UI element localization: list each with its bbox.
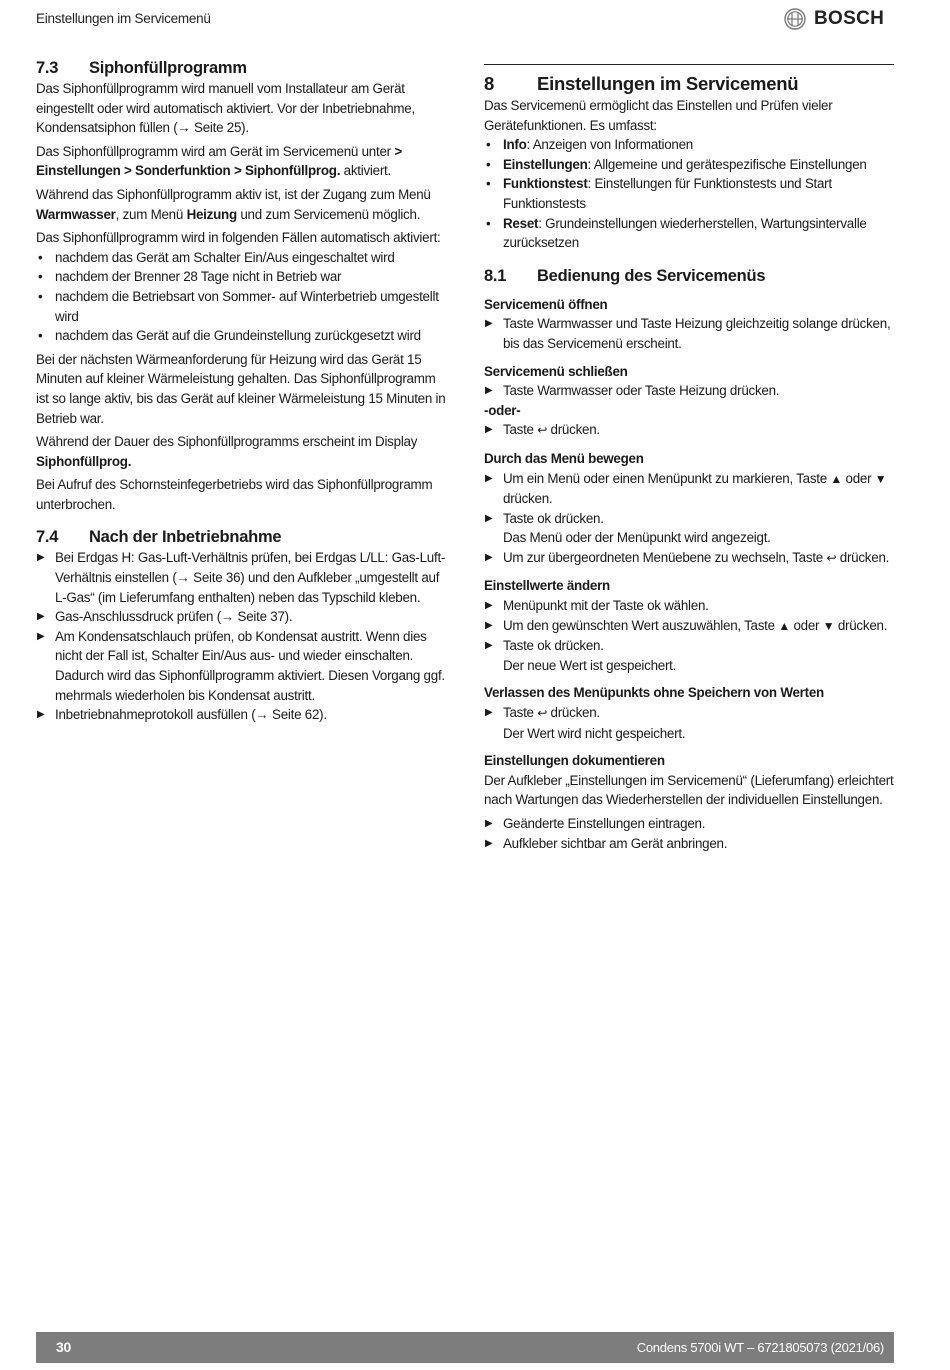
step-list [484, 814, 896, 853]
bullet-icon: • [38, 328, 43, 344]
step-list [484, 596, 896, 675]
subheading: Servicemenü schließen [484, 363, 628, 379]
list-item: ▶ Taste ↩ drücken. [484, 420, 896, 441]
down-key-icon: ▼ [822, 618, 835, 633]
step-arrow-icon: ▶ [485, 707, 493, 719]
step-arrow-icon: ▶ [485, 600, 493, 612]
step-arrow-icon: ▶ [485, 551, 493, 563]
paragraph: Das Siphonfüllprogramm wird manuell vom Installateur am Gerät eingestellt oder wird automatisch aktiviert. Vor der Inbetriebnahme, Kondensatsiphon füllen (→ Seite 25). [36, 81, 415, 136]
paragraph: Bei der nächsten Wärmeanforderung für Heizung wird das Gerät 15 Minuten auf kleiner Wärmeleistung gehalten. Das Siphonfüllprogramm ist so lange aktiv, bis das Gerät auf kleiner Wärmeleistung 15 Minuten in Betrieb war. [36, 351, 446, 426]
list-item: ▶ Um den gewünschten Wert auszuwählen, Taste ▲ oder ▼ drücken. [484, 616, 896, 637]
step-arrow-icon: ▶ [485, 818, 493, 829]
list-item: • nachdem der Brenner 28 Tage nicht in Betrieb war [36, 267, 448, 287]
step-arrow-icon: ▶ [485, 472, 493, 484]
list-item: ▶ Gas-Anschlussdruck prüfen (→ Seite 37). [36, 607, 448, 627]
step-list [484, 703, 896, 743]
page-number: 30 [56, 1339, 72, 1355]
section-number: 7.4 [36, 528, 59, 547]
section-number: 7.3 [36, 59, 59, 77]
section-title: Siphonfüllprogramm [89, 59, 247, 77]
bullet-icon: • [486, 215, 491, 231]
paragraph: Während das Siphonfüllprogramm aktiv ist, ist der Zugang zum Menü Warmwasser, zum Menü Heizung und zum Servicemenü möglich. [36, 186, 431, 222]
right-column [484, 72, 896, 853]
section-number: 8.1 [484, 266, 507, 285]
step-arrow-icon: ▶ [37, 552, 45, 564]
subheading: Einstellungen dokumentieren [484, 753, 665, 769]
section-title: Bedienung des Servicemenüs [537, 266, 766, 285]
list-item: • Info: Anzeigen von Informationen [484, 135, 896, 155]
step-result: Das Menü oder der Menüpunkt wird angezeigt. [503, 530, 771, 546]
step-arrow-icon: ▶ [485, 318, 493, 330]
subheading: Servicemenü öffnen [484, 296, 608, 312]
brand-name: BOSCH [814, 8, 885, 29]
paragraph: Das Siphonfüllprogramm wird am Gerät im Servicemenü unter > Einstellungen > Sonderfunktion > Siphonfüllprog. aktiviert. [36, 143, 402, 179]
paragraph: Bei Aufruf des Schornsteinfegerbetriebs wird das Siphonfüllprogramm unterbrochen. [36, 477, 433, 512]
back-key-icon: ↩ [826, 550, 837, 565]
list-item: • nachdem die Betriebsart von Sommer- auf Winterbetrieb umgestellt wird [38, 288, 439, 324]
list-item: ▶ Geänderte Einstellungen eintragen. [484, 814, 896, 834]
list-item: ▶ Taste ok drücken. Das Menü oder der Menüpunkt wird angezeigt. [484, 509, 896, 548]
list-item: ▶ Taste Warmwasser und Taste Heizung gleichzeitig solange drücken, bis das Servicemenü erscheint. [485, 316, 891, 351]
bullet-icon: • [486, 156, 491, 172]
section-heading-8-1 [484, 265, 896, 287]
subheading: Durch das Menü bewegen [484, 450, 644, 466]
chapter-heading-8 [484, 72, 896, 96]
list-item: ▶ Um ein Menü oder einen Menüpunkt zu markieren, Taste ▲ oder ▼ drücken. [485, 470, 887, 507]
list-item: ▶ Bei Erdgas H: Gas-Luft-Verhältnis prüfen, bei Erdgas L/LL: Gas-Luft-Verhältnis einstellen (→ Seite 36) und den Aufkleber „umgestellt auf L-Gas“ (im Lieferumfang enthalten) neben das Typschild kleben. [37, 550, 446, 605]
paragraph: Während der Dauer des Siphonfüllprogramms erscheint im Display Siphonfüllprog. [36, 434, 418, 469]
list-item: • nachdem das Gerät auf die Grundeinstellung zurückgesetzt wird [36, 326, 448, 346]
or-separator: -oder- [484, 402, 521, 418]
step-arrow-icon: ▶ [37, 630, 45, 642]
list-item: ▶ Taste Warmwasser oder Taste Heizung drücken. [484, 381, 896, 401]
list-item: ▶ Am Kondensatschlauch prüfen, ob Kondensat austritt. Wenn dies nicht der Fall ist, Schalter Ein/Aus aus- und wieder einschalten. Dadurch wird das Siphonfüllprogramm aktiviert. Diesen Vorgang ggf. mehrmals wiederholen bis Kondensat austritt. [37, 628, 445, 703]
section-title: Nach der Inbetriebnahme [89, 528, 282, 547]
list-item: ▶ Menüpunkt mit der Taste ok wählen. [484, 596, 896, 616]
up-key-icon: ▲ [830, 471, 843, 486]
list-item: ▶ Inbetriebnahmeprotokoll ausfüllen (→ Seite 62). [36, 705, 448, 725]
step-arrow-icon: ▶ [485, 512, 493, 524]
step-list [484, 469, 896, 569]
bullet-icon: • [38, 288, 43, 304]
step-arrow-icon: ▶ [485, 640, 493, 652]
subheading: Verlassen des Menüpunkts ohne Speichern von Werten [484, 685, 824, 701]
bullet-icon: • [38, 269, 43, 285]
step-list [484, 381, 896, 401]
section-title: Einstellungen im Servicemenü [537, 73, 799, 94]
bosch-armature-icon [784, 8, 806, 30]
back-key-icon: ↩ [537, 423, 548, 438]
brand-logo [784, 7, 884, 31]
page-footer [36, 1332, 894, 1363]
step-arrow-icon: ▶ [485, 424, 493, 436]
step-arrow-icon: ▶ [37, 709, 45, 721]
subheading: Einstellwerte ändern [484, 578, 610, 594]
step-arrow-icon: ▶ [485, 619, 493, 631]
list-item: • Reset: Grundeinstellungen wiederherstellen, Wartungsintervalle zurücksetzen [486, 215, 867, 251]
left-column [36, 57, 448, 725]
down-key-icon: ▼ [874, 471, 887, 486]
bullet-icon: • [486, 176, 491, 192]
paragraph: Das Siphonfüllprogramm wird in folgenden Fällen automatisch aktiviert: [36, 230, 441, 246]
section-heading-7-4 [36, 526, 448, 548]
running-header: Einstellungen im Servicemenü [36, 11, 211, 26]
list-item: ▶ Taste ok drücken. Der neue Wert ist gespeichert. [484, 636, 896, 675]
section-number: 8 [484, 73, 495, 94]
up-key-icon: ▲ [778, 618, 790, 633]
bullet-list [484, 135, 896, 253]
list-item: ▶ Taste ↩ drücken. Der Wert wird nicht gespeichert. [484, 703, 896, 743]
step-list [36, 548, 448, 724]
bullet-list [36, 248, 448, 346]
step-list [484, 420, 896, 441]
list-item: • nachdem das Gerät am Schalter Ein/Aus eingeschaltet wird [36, 248, 448, 268]
document-reference: Condens 5700i WT – 6721805073 (2021/06) [636, 1340, 884, 1355]
step-result: Der neue Wert ist gespeichert. [503, 657, 677, 673]
bullet-icon: • [486, 137, 491, 153]
step-arrow-icon: ▶ [485, 385, 493, 397]
section-heading-7-3 [36, 57, 448, 79]
menu-path: > Einstellungen > Sonderfunktion > Siphonfüllprog. [36, 143, 402, 179]
bullet-icon: • [38, 249, 43, 265]
back-key-icon: ↩ [537, 706, 548, 721]
paragraph: Das Servicemenü ermöglicht das Einstellen und Prüfen vieler Gerätefunktionen. Es umfasst: [484, 98, 833, 133]
step-arrow-icon: ▶ [37, 611, 45, 623]
paragraph: Der Aufkleber „Einstellungen im Servicemenü“ (Lieferumfang) erleichtert nach Wartungen das Wiederherstellen der individuellen Einstellungen. [484, 772, 894, 808]
list-item: • Funktionstest: Einstellungen für Funktionstests und Start Funktionstests [486, 176, 832, 211]
list-item: ▶ Um zur übergeordneten Menüebene zu wechseln, Taste ↩ drücken. [484, 548, 896, 569]
step-result: Der Wert wird nicht gespeichert. [503, 725, 686, 741]
section-rule [484, 64, 894, 65]
list-item: ▶ Aufkleber sichtbar am Gerät anbringen. [484, 834, 896, 854]
step-list [484, 314, 896, 353]
list-item: • Einstellungen: Allgemeine und gerätespezifische Einstellungen [484, 155, 896, 175]
step-arrow-icon: ▶ [485, 837, 493, 849]
